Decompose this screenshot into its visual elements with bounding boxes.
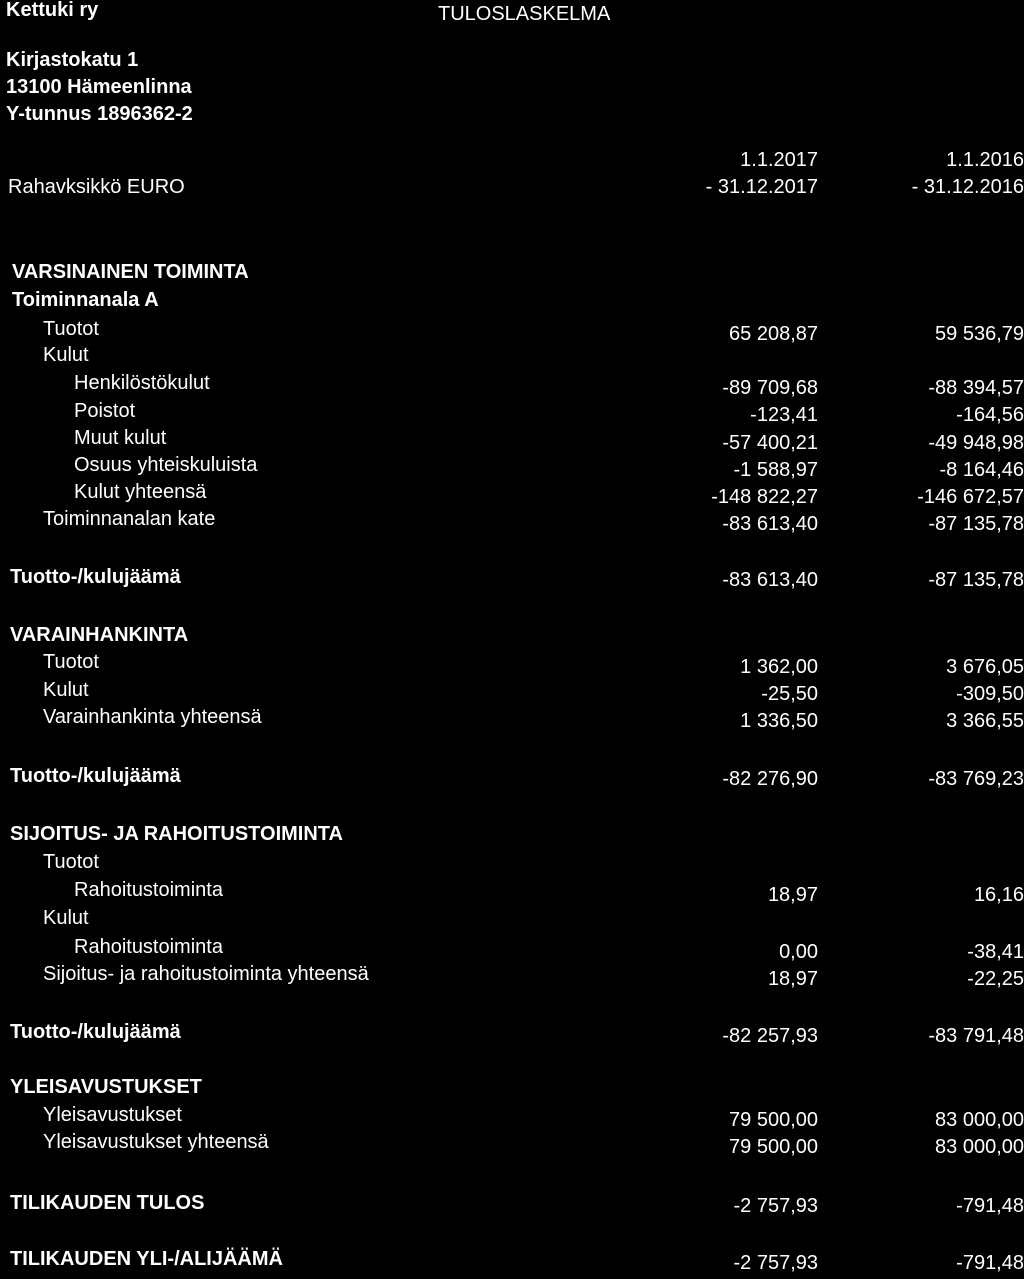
value-2017: 79 500,00 — [729, 1136, 818, 1158]
section-heading: VARAINHANKINTA — [10, 624, 189, 646]
result-row-label: TILIKAUDEN YLI-/ALIJÄÄMÄ — [10, 1248, 283, 1270]
value-2017: -57 400,21 — [722, 432, 818, 454]
row-label: Toiminnanalan kate — [43, 508, 216, 530]
row-label: Kulut yhteensä — [74, 481, 207, 503]
value-2017: -82 276,90 — [722, 768, 818, 790]
row-label: Kulut — [43, 907, 89, 929]
value-2016: 83 000,00 — [935, 1136, 1024, 1158]
value-2017: 18,97 — [767, 968, 818, 990]
value-2016: 83 000,00 — [935, 1109, 1024, 1131]
value-2017: -25,50 — [761, 683, 818, 705]
value-2016: 3 366,55 — [946, 710, 1024, 732]
result-row-label: TILIKAUDEN TULOS — [10, 1192, 205, 1214]
value-2017: 79 500,00 — [729, 1109, 818, 1131]
value-2017: -82 257,93 — [722, 1025, 818, 1047]
row-label: Osuus yhteiskuluista — [74, 454, 258, 476]
row-label: Tuotot — [43, 651, 99, 673]
value-2017: 18,97 — [767, 884, 818, 906]
value-2016: -22,25 — [967, 968, 1024, 990]
city-line: 13100 Hämeenlinna — [6, 76, 192, 98]
value-2016: 3 676,05 — [946, 656, 1024, 678]
row-label: Rahoitustoiminta — [74, 936, 223, 958]
value-2016: -164,56 — [956, 404, 1024, 426]
value-2017: -2 757,93 — [733, 1252, 818, 1274]
period-2017-start: 1.1.2017 — [740, 149, 818, 171]
subsection-heading: Toiminnanala A — [12, 289, 159, 311]
value-2016: -146 672,57 — [917, 486, 1024, 508]
section-heading: VARSINAINEN TOIMINTA — [12, 261, 249, 283]
value-2017: -83 613,40 — [722, 513, 818, 535]
value-2016: -38,41 — [967, 941, 1024, 963]
address-line: Kirjastokatu 1 — [6, 49, 139, 71]
document-title: TULOSLASKELMA — [438, 3, 611, 25]
value-2016: -83 769,23 — [928, 768, 1024, 790]
section-heading: SIJOITUS- JA RAHOITUSTOIMINTA — [10, 823, 343, 845]
value-2016: 59 536,79 — [935, 323, 1024, 345]
result-row-label: Tuotto-/kulujäämä — [10, 1021, 181, 1043]
row-label: Varainhankinta yhteensä — [43, 706, 262, 728]
value-2016: -791,48 — [956, 1195, 1024, 1217]
value-2017: 65 208,87 — [729, 323, 818, 345]
row-label: Yleisavustukset yhteensä — [43, 1131, 269, 1153]
result-row-label: Tuotto-/kulujäämä — [10, 566, 181, 588]
business-id: Y-tunnus 1896362-2 — [6, 103, 193, 125]
value-2017: -123,41 — [750, 404, 818, 426]
value-2017: -148 822,27 — [711, 486, 818, 508]
organization-name: Kettuki ry — [6, 0, 99, 21]
value-2017: -83 613,40 — [722, 569, 818, 591]
row-label: Rahoitustoiminta — [74, 879, 223, 901]
row-label: Kulut — [43, 679, 89, 701]
period-2016-start: 1.1.2016 — [946, 149, 1024, 171]
value-2016: -49 948,98 — [928, 432, 1024, 454]
value-2017: -1 588,97 — [733, 459, 818, 481]
row-label: Muut kulut — [74, 427, 167, 449]
value-2017: 1 362,00 — [740, 656, 818, 678]
period-2016-end: - 31.12.2016 — [911, 176, 1024, 198]
value-2016: -309,50 — [956, 683, 1024, 705]
value-2017: 0,00 — [779, 941, 818, 963]
value-2017: -2 757,93 — [733, 1195, 818, 1217]
row-label: Yleisavustukset — [43, 1104, 182, 1126]
value-2016: -88 394,57 — [928, 377, 1024, 399]
result-row-label: Tuotto-/kulujäämä — [10, 765, 181, 787]
value-2016: -83 791,48 — [928, 1025, 1024, 1047]
section-heading: YLEISAVUSTUKSET — [10, 1076, 202, 1098]
value-2017: 1 336,50 — [740, 710, 818, 732]
row-label: Tuotot — [43, 851, 99, 873]
value-2016: -791,48 — [956, 1252, 1024, 1274]
row-label: Tuotot — [43, 318, 99, 340]
currency-unit: Rahavksikkö EURO — [8, 176, 185, 198]
period-2017-end: - 31.12.2017 — [705, 176, 818, 198]
value-2016: -87 135,78 — [928, 569, 1024, 591]
row-label: Poistot — [74, 400, 136, 422]
row-label: Sijoitus- ja rahoitustoiminta yhteensä — [43, 963, 369, 985]
value-2016: 16,16 — [973, 884, 1024, 906]
row-label: Henkilöstökulut — [74, 372, 210, 394]
value-2016: -87 135,78 — [928, 513, 1024, 535]
value-2016: -8 164,46 — [939, 459, 1024, 481]
value-2017: -89 709,68 — [722, 377, 818, 399]
row-label: Kulut — [43, 344, 89, 366]
